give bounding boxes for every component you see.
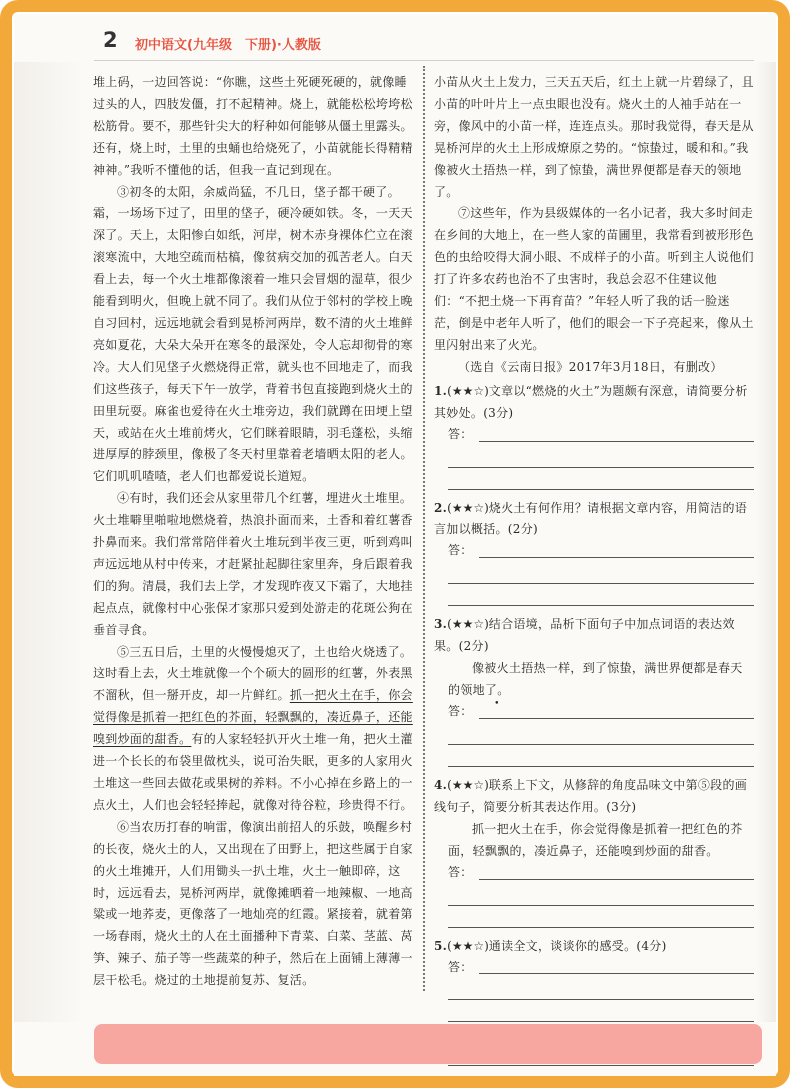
footer-band <box>94 1024 762 1064</box>
answer-line[interactable] <box>448 745 754 767</box>
paragraph-3: ③初冬的太阳，余威尚猛，不几日，垡子都干硬了。霜，一场场下过了，田里的垡子，硬冷硬如铁。冬，一天天深了。天上，太阳惨白如纸，河岸，树木赤身裸体伫立在滚滚寒流中，大地空疏而枯槁，像贫病交加的孤苦老人。白天看上去，每一个火土堆都像滚着一堆只会冒烟的湿草，很少能看到明火，但晚上就不同了。我们从位于邻村的学校上晚自习回村，远远地就会看到晃桥河两岸，数不清的火土堆鲜亮如夏花，大朵大朵开在寒冬的最深处，令人忘却彻骨的寒冷。大人们见垡子火燃烧得正常，就头也不回地走了，而我们这些孩子，每天下午一放学，背着书包直接跑到烧火土的田里玩耍。麻雀也爱待在火土堆旁边，我们就蹲在田埂上望天，或站在火土堆前烤火，它们眯着眼睛，羽毛蓬松，头缩进厚厚的脖颈里，像极了冬天村里靠着老墙晒太阳的老人。它们叽叽喳喳，老人们也都爱说长道短。 <box>93 184 413 484</box>
dotted-word: 领地 • <box>460 683 485 697</box>
page-shadow-left <box>14 62 84 1022</box>
question-number: 3. <box>434 617 448 632</box>
paragraph-6-cont: 小苗从火土上发力，三天五天后，红土上就一片碧绿了，且小苗的叶叶片上一点虫眼也没有。烧火土的人袖手站在一旁，像风中的小苗一样，连连点头。那时我觉得，春天是从晃桥河岸的火土上形成燎原之势的。“惊蛰过，暖和和。”我像被火土捂热一样，到了惊蛰，满世界便都是春天的领地了。 <box>434 75 754 199</box>
answer-label: 答： <box>448 543 473 558</box>
answer-line[interactable] <box>448 978 754 1000</box>
quoted-sentence: 抓一把火土在手，你会觉得像是抓着一把红色的芥面，轻飘飘的，凑近鼻子，还能嗅到炒面的甜香。 <box>448 821 743 858</box>
underlined-sentence: 抓一把火土在手，你会觉得像是抓着一把红色的芥面，轻飘飘的，凑近鼻子，还能嗅到炒面的甜香。 <box>93 688 413 747</box>
header-rule <box>94 60 754 61</box>
answer-label: 答： <box>448 864 473 879</box>
question-3 <box>434 614 754 767</box>
question-text: 文章以“燃烧的火土”为题颇有深意，请简要分析其妙处。(3分) <box>434 383 748 420</box>
answer-line[interactable] <box>448 425 754 446</box>
paragraph-5-text-b: 有的人家轻轻扒开火土堆一角，把火土灌进一个长长的布袋里做枕头，说可治失眠，更多的人家用火土堆这一些回去做花或果树的养料。不小心掉在乡路上的一点火土，人们也会轻轻捧起，就像对待谷粒，珍贵得不行。 <box>93 732 413 812</box>
question-number: 1. <box>434 383 448 398</box>
paragraph-5 <box>93 642 415 817</box>
column-divider <box>423 66 425 991</box>
question-text: 通读全文，谈谈你的感受。(4分) <box>488 938 667 953</box>
difficulty-stars: (★★☆) <box>447 383 489 398</box>
page-header <box>14 14 776 64</box>
book-title: 初中语文(九年级 下册)·人教版 <box>135 38 321 53</box>
answer-line[interactable] <box>448 541 754 562</box>
answer-line[interactable] <box>448 562 754 584</box>
book-page <box>14 14 776 1076</box>
difficulty-stars: (★★☆) <box>447 938 489 953</box>
question-number: 2. <box>434 500 448 515</box>
page-shadow-right <box>756 62 776 1022</box>
answer-line[interactable] <box>448 906 754 928</box>
page-number: 2 <box>103 28 118 52</box>
difficulty-stars: (★★☆) <box>447 500 489 515</box>
question-1 <box>434 381 754 490</box>
difficulty-stars: (★★☆) <box>447 617 489 632</box>
question-text: 结合语境，品析下面句子中加点词语的表达效果。(2分) <box>434 617 735 654</box>
quote-part: 像被火土捂热一样，到了惊蛰，满世界便都是春天的 <box>448 661 743 698</box>
question-number: 4. <box>434 777 448 792</box>
quoted-sentence <box>448 658 754 702</box>
paragraph-6: ⑥当农历打春的响雷，像演出前招人的乐鼓，唤醒乡村的长夜，烧火土的人，又出现在了田野上，把这些属于自家的火土堆摊开，人们用锄头一扒土堆，火土一触即碎，这时，远远看去，晃桥河两岸，就像摊晒着一地辣椒、一地高粱或一地荞麦，更像落了一地灿亮的红霞。紧接着，就着第一场春雨，烧火土的人在土面播种下青菜、白菜、茎蓝、莴笋、辣子、茄子等一些蔬菜的种子，然后在上面铺上薄薄一层干松毛。烧过的土地提前复苏、复活。 <box>93 819 413 988</box>
answer-line[interactable] <box>448 884 754 906</box>
answer-line[interactable] <box>448 468 754 490</box>
paragraph-2-cont: 堆上码，一边回答说：“你瞧，这些土死硬死硬的，就像睡过头的人，四肢发僵，打不起精神。烧上，就能松松垮垮松松筋骨。要不，那些针尖大的籽种如何能够从僵土里露头。还有，烧上时，土里的虫蛹也给烧死了，小苗就能长得精精神神。”我听不懂他的话，但我一直记到现在。 <box>93 75 413 177</box>
source-citation: （选自《云南日报》2017年3月18日，有删改） <box>458 359 723 374</box>
difficulty-stars: (★★☆) <box>447 777 489 792</box>
question-text: 烧火土有何作用？请根据文章内容，用简洁的语言加以概括。(2分) <box>434 500 748 537</box>
paragraph-4: ④有时，我们还会从家里带几个红薯，埋进火土堆里。火土堆噼里啪啦地燃烧着，热浪扑面而来，土香和着红薯香扑鼻而来。我们常常陪伴着火土堆玩到半夜三更，听到鸡叫声远远地从村中传来，才赶紧扯起脚往家里奔，身后跟着我们的狗。清晨，我们去上学，才发现昨夜又下霜了，大地挂起点点，就像村中心张保才家那只爱到处游走的花斑公狗在垂首寻食。 <box>93 491 413 637</box>
answer-line[interactable] <box>448 957 754 978</box>
answer-label: 答： <box>448 959 473 974</box>
answer-line[interactable] <box>448 584 754 606</box>
question-2 <box>434 498 754 607</box>
question-text: 联系上下文，从修辞的角度品味文中第⑤段的画线句子，简要分析其表达作用。(3分) <box>434 777 748 814</box>
paragraph-7: ⑦这些年，作为县级媒体的一名小记者，我大多时间走在乡间的大地上，在一些人家的苗圃里，我常看到被形形色色的虫给咬得大洞小眼、不成样子的小苗。听到主人说他们打了许多农药也治不了虫害时，我总会忍不住建议他们：“不把土烧一下再育苗？”年轻人听了我的话一脸迷茫，倒是中老年人听了，他们的眼会一下子亮起来，像从土里闪射出来了火光。 <box>434 206 754 352</box>
answer-line[interactable] <box>448 863 754 884</box>
question-number: 5. <box>434 938 448 953</box>
answer-line[interactable] <box>448 1000 754 1022</box>
left-column <box>93 72 415 992</box>
right-column <box>434 72 754 1066</box>
paragraph-5-text-a: ⑤三五日后，土里的火慢慢熄灭了，土也给火烧透了。这时看上去，火土堆就像一个个硕大的圆形的红薯，外表黑不溜秋，但一掰开皮，却一片鲜红。 <box>93 644 413 703</box>
question-4 <box>434 775 754 928</box>
answer-label: 答： <box>448 426 473 441</box>
answer-line[interactable] <box>448 446 754 468</box>
answer-line[interactable] <box>448 723 754 745</box>
quote-part: 了。 <box>484 683 510 698</box>
answer-label: 答： <box>448 704 473 719</box>
